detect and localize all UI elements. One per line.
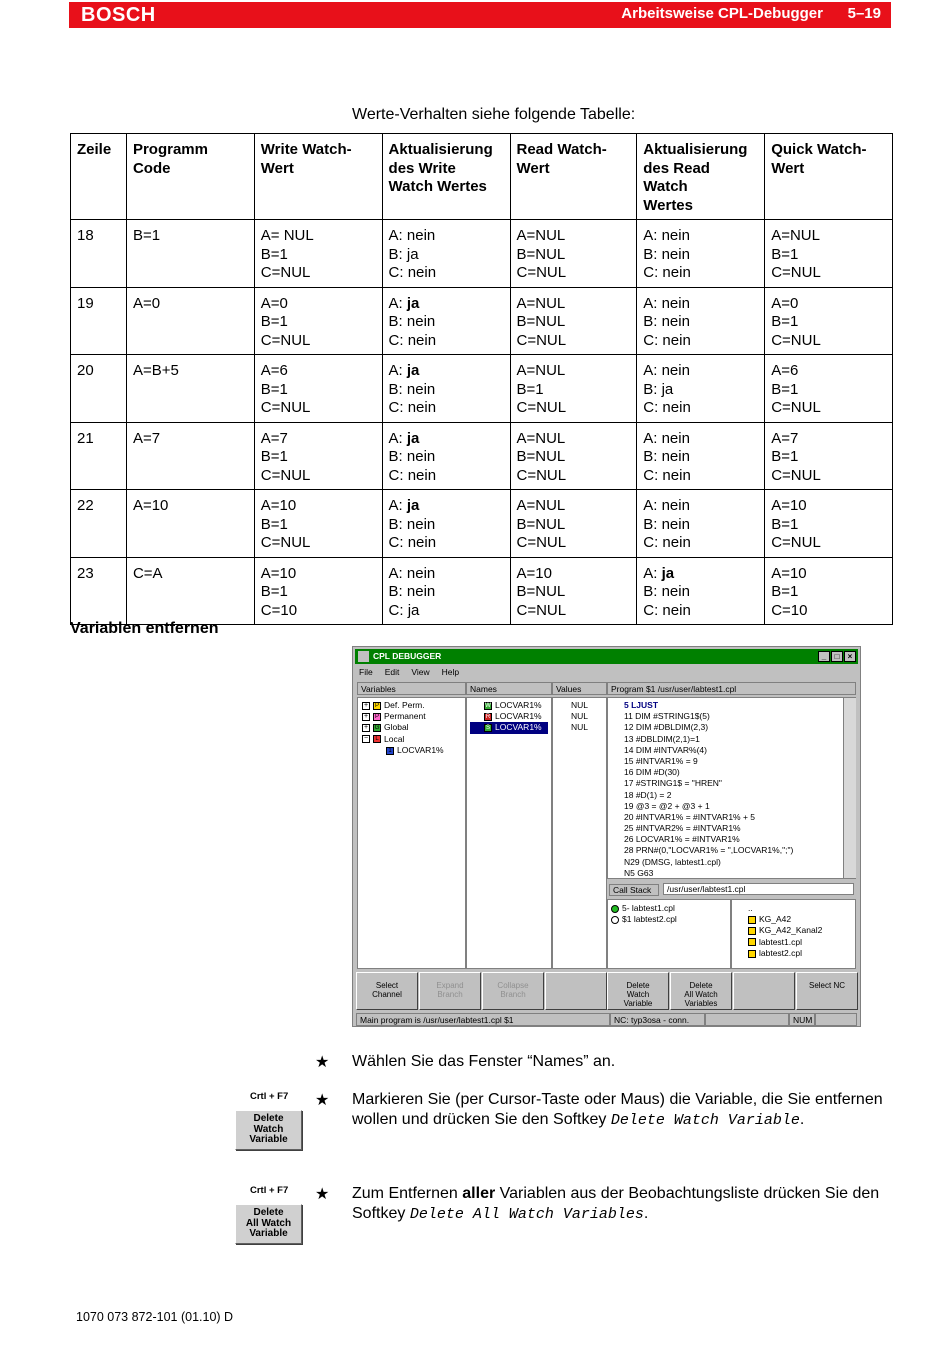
watch-type-icon: S (485, 725, 490, 732)
cell-code: A=10 (126, 490, 254, 558)
cell-write-watch: A=10 B=1 C=10 (254, 557, 382, 625)
cell-update-read: A: nein B: nein C: nein (637, 490, 765, 558)
program-line[interactable]: 12 DIM #DBLDIM(2,3) (624, 722, 709, 733)
softkey-button[interactable] (733, 972, 795, 1010)
tree-item-label: LOCVAR1% (397, 744, 444, 755)
cell-read-watch: A=10 B=NUL C=NUL (510, 557, 637, 625)
watch-name-label: LOCVAR1% (495, 711, 542, 722)
program-line[interactable]: 25 #INTVAR2% = #INTVAR1% (624, 823, 741, 834)
program-line[interactable]: 5 LJUST (624, 700, 659, 710)
variables-header: Variables (357, 682, 466, 695)
cell-write-watch: A=6 B=1 C=NUL (254, 355, 382, 423)
cell-code: A=B+5 (126, 355, 254, 423)
cell-code: A=0 (126, 287, 254, 355)
values-header: Values (552, 682, 607, 695)
tree-item-label: Def. Perm. (384, 700, 425, 710)
program-line[interactable]: 14 DIM #INTVAR%(4) (624, 744, 707, 755)
watch-value: NUL (570, 711, 588, 722)
cell-update-write: A: ja B: nein C: nein (382, 287, 510, 355)
callstack-item[interactable]: $1 labtest2.cpl (611, 914, 727, 925)
callstack-list[interactable] (607, 899, 731, 969)
table-row (71, 422, 893, 490)
column-header: Zeile (71, 134, 127, 220)
watch-value: NUL (570, 700, 588, 710)
table-row (71, 287, 893, 355)
names-list[interactable] (466, 697, 552, 969)
cell-zeile: 22 (71, 490, 127, 558)
tree-item[interactable] (362, 734, 461, 745)
cell-read-watch: A=NUL B=1 C=NUL (510, 355, 637, 423)
table-row (71, 355, 893, 423)
tree-item[interactable] (362, 745, 461, 756)
softkey-button[interactable]: Select NC (796, 972, 858, 1010)
debugger-window (352, 646, 861, 1027)
column-header: Aktualisierung des Write Watch Wertes (382, 134, 510, 220)
cell-update-read: A: nein B: ja C: nein (637, 355, 765, 423)
file-icon (748, 950, 756, 958)
program-line[interactable]: 15 #INTVAR1% = 9 (624, 755, 698, 766)
table-row (71, 220, 893, 288)
tree-item[interactable] (362, 722, 461, 733)
variable-type-icon: G (374, 725, 380, 732)
expand-icon[interactable]: + (363, 701, 369, 709)
program-line[interactable]: 13 #DBLDIM(2,1)=1 (624, 733, 700, 744)
watch-name-label: LOCVAR1% (495, 722, 542, 733)
callstack-select[interactable]: /usr/user/labtest1.cpl (663, 883, 854, 895)
column-header: Write Watch- Wert (254, 134, 382, 220)
program-line[interactable]: 19 @3 = @2 + @3 + 1 (624, 800, 710, 811)
program-line[interactable]: 17 #STRING1$ = "HREN" (624, 778, 722, 789)
expand-icon[interactable]: + (363, 712, 369, 720)
column-header: Quick Watch- Wert (765, 134, 893, 220)
menu-item[interactable]: File (359, 667, 373, 677)
cell-quick-watch: A=10 B=1 C=NUL (765, 490, 893, 558)
cell-update-write: A: ja B: nein C: nein (382, 422, 510, 490)
tree-item[interactable] (362, 711, 461, 722)
star-icon: ★ (315, 1054, 330, 1071)
softkey-button[interactable]: Collapse Branch (482, 972, 544, 1010)
status-num: NUM (789, 1013, 815, 1026)
cell-quick-watch: A=NUL B=1 C=NUL (765, 220, 893, 288)
expand-icon[interactable]: + (363, 724, 369, 732)
column-header: Aktualisierung des Read Watch Wertes (637, 134, 765, 220)
watch-value: NUL (570, 722, 588, 733)
cell-update-write: A: nein B: ja C: nein (382, 220, 510, 288)
table-intro: Werte-Verhalten siehe folgende Tabelle: (352, 106, 636, 123)
cell-read-watch: A=NUL B=NUL C=NUL (510, 287, 637, 355)
variables-tree[interactable] (357, 697, 466, 969)
key-shortcut-label-2: Crtl + F7 (250, 1185, 289, 1196)
watch-type-icon: W (485, 702, 491, 709)
cell-write-watch: A=0 B=1 C=NUL (254, 287, 382, 355)
softkey-button[interactable]: Expand Branch (419, 972, 481, 1010)
section-title: Variablen entfernen (70, 620, 219, 637)
star-icon: ★ (315, 1092, 330, 1109)
maximize-icon[interactable]: □ (831, 651, 843, 662)
cell-zeile: 20 (71, 355, 127, 423)
window-title: CPL DEBUGGER (373, 651, 442, 661)
watch-type-icon: R (485, 713, 491, 720)
values-table (70, 133, 893, 625)
tree-item[interactable] (362, 700, 461, 711)
values-list (552, 697, 607, 969)
cell-update-read: A: nein B: nein C: nein (637, 287, 765, 355)
tree-item-label: Global (384, 722, 409, 733)
page-number: 5–19 (847, 5, 881, 22)
step-select-names: Wählen Sie das Fenster “Names” an. (352, 1053, 616, 1070)
softkey-button[interactable]: Delete Watch Variable (607, 972, 669, 1010)
brand-logo: BOSCH (81, 4, 156, 26)
page-header (69, 2, 891, 28)
chapter-title: Arbeitsweise CPL-Debugger (621, 5, 823, 22)
file-item[interactable]: labtest1.cpl (748, 937, 852, 948)
program-line[interactable]: 18 #D(1) = 2 (624, 789, 672, 800)
cell-update-write: A: ja B: nein C: nein (382, 355, 510, 423)
file-item[interactable]: KG_A42 (748, 914, 852, 925)
cell-update-read: A: nein B: nein C: nein (637, 422, 765, 490)
table-row (71, 490, 893, 558)
program-listing[interactable] (607, 697, 856, 879)
menu-item[interactable]: Edit (384, 667, 400, 677)
cell-update-write: A: nein B: nein C: ja (382, 557, 510, 625)
variable-type-icon: 1 (386, 747, 394, 755)
softkey-delete-watch-variable: Delete Watch Variable (235, 1110, 302, 1150)
star-icon: ★ (315, 1186, 330, 1203)
cell-zeile: 21 (71, 422, 127, 490)
program-line[interactable]: 26 LOCVAR1% = #INTVAR1% (624, 834, 740, 845)
app-icon (358, 651, 369, 662)
file-icon (748, 938, 756, 946)
window-titlebar (355, 649, 858, 664)
cell-quick-watch: A=0 B=1 C=NUL (765, 287, 893, 355)
cell-update-write: A: ja B: nein C: nein (382, 490, 510, 558)
softkey-button[interactable]: Delete All Watch Variables (670, 972, 732, 1010)
cell-write-watch: A= NUL B=1 C=NUL (254, 220, 382, 288)
cell-write-watch: A=7 B=1 C=NUL (254, 422, 382, 490)
file-item[interactable]: labtest2.cpl (748, 948, 852, 959)
close-icon[interactable]: × (844, 651, 856, 662)
program-line[interactable]: 11 DIM #STRING1$(5) (624, 711, 710, 722)
tree-item-label: Local (384, 733, 405, 744)
callstack-item[interactable]: 5- labtest1.cpl (611, 903, 727, 914)
folder-up-item[interactable]: .. (748, 903, 753, 913)
minimize-icon[interactable]: _ (818, 651, 830, 662)
active-circle-icon (611, 905, 619, 913)
cell-quick-watch: A=6 B=1 C=NUL (765, 355, 893, 423)
cell-zeile: 23 (71, 557, 127, 625)
status-nc: NC: typ3osa - conn. (610, 1013, 705, 1026)
watch-name-item[interactable] (470, 722, 548, 733)
softkey-bar (356, 972, 857, 1012)
menu-item[interactable]: View (411, 667, 430, 677)
cell-quick-watch: A=7 B=1 C=NUL (765, 422, 893, 490)
collapse-icon[interactable]: − (363, 735, 369, 743)
names-header: Names (466, 682, 552, 695)
file-item[interactable]: KG_A42_Kanal2 (748, 925, 852, 936)
program-header: Program $1 /usr/user/labtest1.cpl (607, 682, 856, 695)
program-line[interactable]: 16 DIM #D(30) (624, 767, 680, 778)
cell-code: A=7 (126, 422, 254, 490)
tree-item-label: Permanent (384, 711, 426, 722)
file-icon (748, 927, 756, 935)
table-row (71, 557, 893, 625)
cell-zeile: 19 (71, 287, 127, 355)
table-body (71, 220, 893, 625)
program-line[interactable]: N29 (DMSG, labtest1.cpl) (624, 856, 721, 867)
callstack-label: Call Stack (609, 884, 659, 896)
softkey-button[interactable] (545, 972, 607, 1010)
variable-type-icon: P (374, 702, 379, 709)
program-line[interactable]: 20 #INTVAR1% = #INTVAR1% + 5 (624, 811, 756, 822)
cell-read-watch: A=NUL B=NUL C=NUL (510, 490, 637, 558)
variable-type-icon: L (373, 735, 381, 743)
program-line[interactable]: 28 PRN#(0,"LOCVAR1% = ",LOCVAR1%,";") (624, 845, 794, 856)
step-delete-variable: Markieren Sie (per Cursor-Taste oder Maus) die Variable, die Sie entfernen wollen und drücken Sie den Softkey Delete Watch Variable. (352, 1091, 883, 1129)
menu-item[interactable]: Help (441, 667, 460, 677)
file-icon (748, 916, 756, 924)
file-list[interactable] (731, 899, 856, 969)
cell-update-read: A: nein B: nein C: nein (637, 220, 765, 288)
softkey-button[interactable]: Select Channel (356, 972, 418, 1010)
key-shortcut-label: Crtl + F7 (250, 1091, 289, 1102)
status-empty2 (815, 1013, 857, 1026)
program-line[interactable]: N5 G63 (624, 867, 654, 878)
menu-bar (359, 667, 471, 677)
column-header: Read Watch- Wert (510, 134, 637, 220)
cell-update-read: A: ja B: nein C: nein (637, 557, 765, 625)
watch-name-item[interactable] (470, 711, 548, 722)
cell-code: B=1 (126, 220, 254, 288)
cell-read-watch: A=NUL B=NUL C=NUL (510, 220, 637, 288)
document-number: 1070 073 872-101 (01.10) D (76, 1310, 234, 1324)
mail-icon (611, 916, 619, 924)
watch-name-item[interactable] (470, 700, 548, 711)
status-main: Main program is /usr/user/labtest1.cpl $1 (356, 1013, 610, 1026)
table-header-row (71, 134, 893, 220)
program-scrollbar[interactable] (843, 698, 856, 878)
watch-name-label: LOCVAR1% (495, 700, 542, 710)
cell-write-watch: A=10 B=1 C=NUL (254, 490, 382, 558)
softkey-delete-all-watch-variables: Delete All Watch Variable (235, 1204, 302, 1244)
cell-quick-watch: A=10 B=1 C=10 (765, 557, 893, 625)
cell-code: C=A (126, 557, 254, 625)
step-delete-all-variables: Zum Entfernen aller Variablen aus der Beobachtungsliste drücken Sie den Softkey Delete All Watch Variables. (352, 1185, 880, 1223)
column-header: Programm Code (126, 134, 254, 220)
cell-zeile: 18 (71, 220, 127, 288)
cell-read-watch: A=NUL B=NUL C=NUL (510, 422, 637, 490)
variable-type-icon: P (374, 713, 379, 720)
status-empty (705, 1013, 789, 1026)
callstack-bar (607, 882, 856, 896)
